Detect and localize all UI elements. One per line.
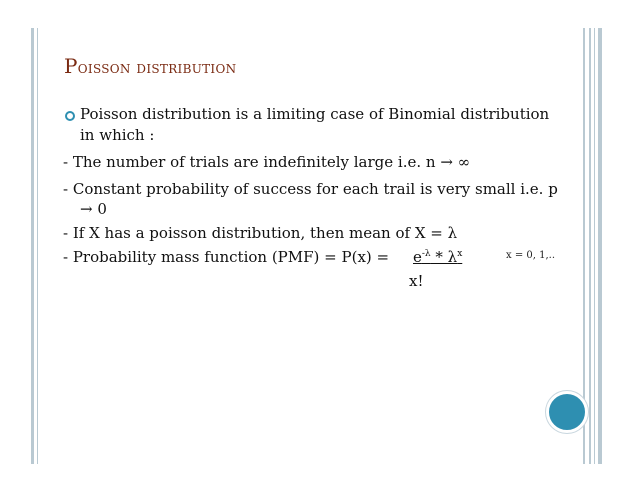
pmf-label: - Probability mass function (PMF) = P(x) = xyxy=(63,248,390,266)
bullet-ring-icon xyxy=(65,111,75,121)
decorative-circle xyxy=(546,391,588,433)
pmf-numerator-expr xyxy=(413,248,462,266)
right-rule-3 xyxy=(594,28,595,464)
pmf-numerator xyxy=(413,248,462,266)
right-rule-2 xyxy=(589,28,591,464)
constant-item-line-2: → 0 xyxy=(80,200,107,218)
left-rule-inner xyxy=(37,28,38,464)
trials-item: - The number of trials are indefinitely large i.e. n → ∞ xyxy=(63,153,471,171)
bullet-line-2: in which : xyxy=(80,126,155,144)
slide-title xyxy=(64,54,236,78)
title-rest: oisson distribution xyxy=(77,58,237,78)
pmf-exp2: x xyxy=(457,249,463,259)
left-rule-outer xyxy=(31,28,34,464)
pmf-exp: -λ xyxy=(421,249,431,259)
pmf-lambda: * λ xyxy=(430,248,458,266)
title-first-letter: P xyxy=(64,54,78,78)
pmf-e: e xyxy=(413,248,422,266)
constant-item-line-1: - Constant probability of success for each trail is very small i.e. p xyxy=(63,180,558,198)
pmf-domain: x = 0, 1,.. xyxy=(506,250,555,261)
mean-item: - If X has a poisson distribution, then mean of X = λ xyxy=(63,224,458,242)
right-rule-4 xyxy=(598,28,602,464)
bullet-line-1: Poisson distribution is a limiting case of Binomial distribution xyxy=(80,105,550,123)
pmf-denominator: x! xyxy=(409,272,424,290)
